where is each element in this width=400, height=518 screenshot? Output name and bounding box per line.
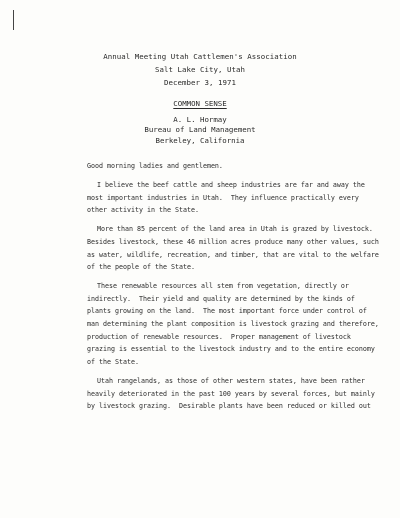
author-location: Berkeley, California xyxy=(155,135,245,145)
paragraph-1-line: other activity in the State. xyxy=(87,206,199,215)
author-name: A. L. Hormay xyxy=(173,114,227,124)
author-organization: Bureau of Land Management xyxy=(144,125,256,134)
paragraph-3-line: production of renewable resources. Proper management of livestock xyxy=(87,332,351,341)
header-line-city: Salt Lake City, Utah xyxy=(155,65,245,74)
meeting-header xyxy=(0,50,400,89)
paragraph-2-line: as water, wildlife, recreation, and timber, that are vital to the welfare xyxy=(87,250,379,259)
paragraph-3-line: man determining the plant composition is livestock grazing and therefore, xyxy=(87,320,379,329)
paragraph-4-line: by livestock grazing. Desirable plants have been reduced or killed out xyxy=(87,402,371,411)
paragraph-1-line: I believe the beef cattle and sheep industries are far and away the xyxy=(97,181,365,190)
paragraph-3-line: These renewable resources all stem from vegetation, directly or xyxy=(97,282,349,291)
greeting: Good morning ladies and gentlemen. xyxy=(87,162,223,170)
paragraph-2-line: More than 85 percent of the land area in Utah is grazed by livestock. xyxy=(97,225,373,234)
paragraph-3-line: plants growing on the land. The most important force under control of xyxy=(87,307,367,316)
speech-body xyxy=(87,160,387,413)
paragraph-3-line: of the State. xyxy=(87,357,139,366)
paragraph-2-line: of the people of the State. xyxy=(87,263,195,272)
paragraph-4-line: Utah rangelands, as those of other western states, have been rather xyxy=(97,376,365,385)
paragraph-3-line: indirectly. Their yield and quality are determined by the kinds of xyxy=(87,294,355,303)
margin-mark xyxy=(13,10,14,30)
paragraph-3-line: grazing is essential to the livestock industry and to the entire economy xyxy=(87,345,375,354)
title-block xyxy=(0,99,400,146)
header-line-meeting: Annual Meeting Utah Cattlemen's Association xyxy=(103,52,297,61)
document-title: COMMON SENSE xyxy=(173,99,227,108)
header-line-date: December 3, 1971 xyxy=(164,78,236,87)
paragraph-4-line: heavily deteriorated in the past 100 years by several forces, but mainly xyxy=(87,389,375,398)
paragraph-1-line: most important industries in Utah. They influence practically every xyxy=(87,193,359,202)
paragraph-2-line: Besides livestock, these 46 million acres produce many other values, such xyxy=(87,237,379,246)
